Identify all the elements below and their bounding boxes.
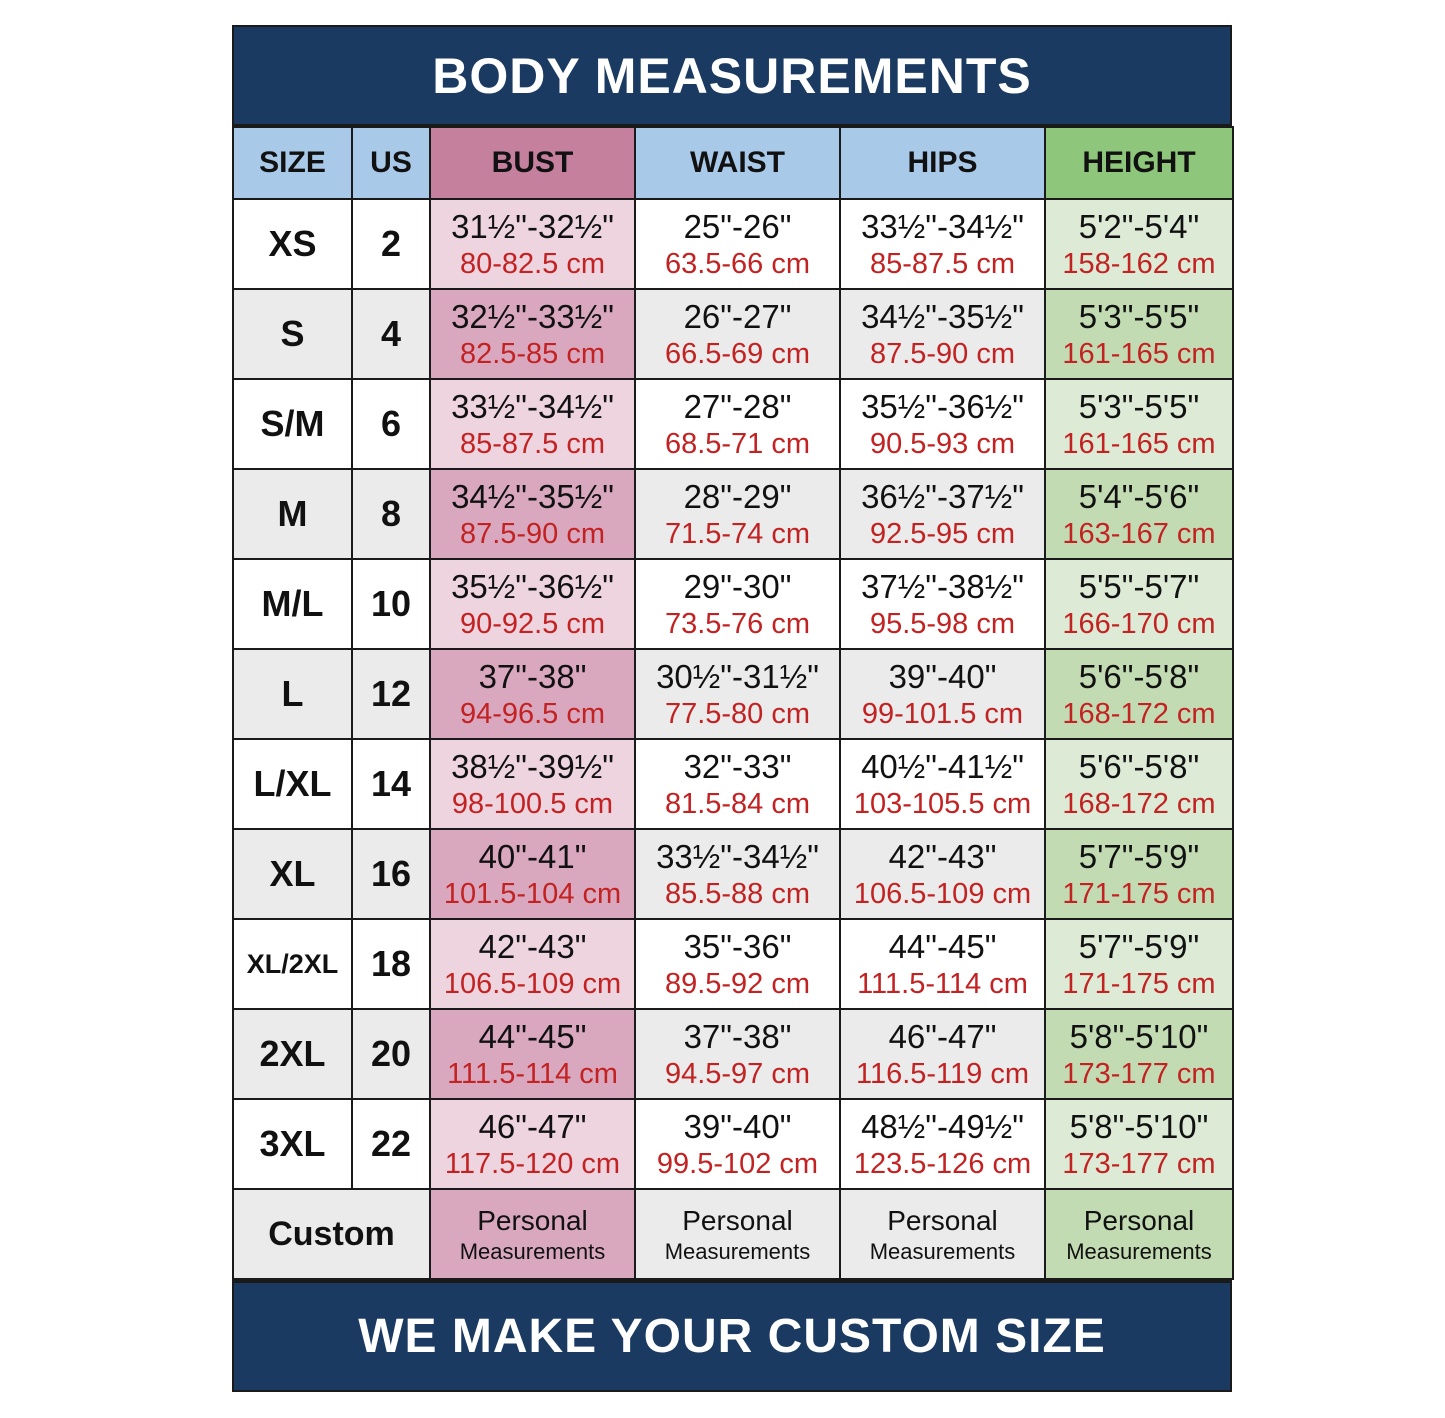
- inch-value: 25"-26": [683, 207, 792, 245]
- bust-cell: [430, 1099, 635, 1189]
- bust-cell: [430, 1009, 635, 1099]
- size-table: [232, 126, 1234, 1280]
- size-cell: S: [233, 289, 352, 379]
- cm-value: 111.5-114 cm: [857, 968, 1028, 1001]
- inch-value: 5'2"-5'4": [1078, 207, 1200, 245]
- height-cell: [1045, 919, 1233, 1009]
- cm-value: 71.5-74 cm: [664, 518, 811, 551]
- waist-cell: [635, 1009, 840, 1099]
- cm-value: 171-175 cm: [1062, 968, 1216, 1001]
- hips-cell: [840, 739, 1045, 829]
- cm-value: 95.5-98 cm: [869, 608, 1016, 641]
- cm-value: 85-87.5 cm: [869, 248, 1016, 281]
- cm-value: 106.5-109 cm: [853, 878, 1032, 911]
- height-cell: [1045, 829, 1233, 919]
- height-cell: [1045, 469, 1233, 559]
- inch-value: 34½"-35½": [451, 477, 614, 515]
- waist-cell: [635, 919, 840, 1009]
- cm-value: 106.5-109 cm: [443, 968, 622, 1001]
- size-cell: L/XL: [233, 739, 352, 829]
- cm-value: 161-165 cm: [1062, 338, 1216, 371]
- personal-measurements-cell: [1045, 1189, 1233, 1279]
- column-header-waist: WAIST: [635, 127, 840, 199]
- measurements-label: Measurements: [1066, 1239, 1212, 1264]
- cm-value: 90-92.5 cm: [459, 608, 606, 641]
- cm-value: 85.5-88 cm: [664, 878, 811, 911]
- inch-value: 46"-47": [888, 1017, 997, 1055]
- inch-value: 42"-43": [478, 927, 587, 965]
- table-row: [233, 1099, 1233, 1189]
- size-chart: [232, 25, 1232, 1390]
- hips-cell: [840, 199, 1045, 289]
- height-cell: [1045, 649, 1233, 739]
- inch-value: 32½"-33½": [451, 297, 614, 335]
- personal-measurements-cell: [840, 1189, 1045, 1279]
- us-cell: 2: [352, 199, 430, 289]
- inch-value: 26"-27": [683, 297, 792, 335]
- us-cell: 16: [352, 829, 430, 919]
- inch-value: 28"-29": [683, 477, 792, 515]
- cm-value: 103-105.5 cm: [853, 788, 1032, 821]
- hips-cell: [840, 469, 1045, 559]
- size-cell: L: [233, 649, 352, 739]
- cm-value: 117.5-120 cm: [444, 1148, 621, 1181]
- cm-value: 111.5-114 cm: [447, 1058, 618, 1091]
- inch-value: 27"-28": [683, 387, 792, 425]
- size-cell: XS: [233, 199, 352, 289]
- bust-cell: [430, 919, 635, 1009]
- cm-value: 89.5-92 cm: [664, 968, 811, 1001]
- inch-value: 5'3"-5'5": [1078, 297, 1200, 335]
- inch-value: 5'3"-5'5": [1078, 387, 1200, 425]
- us-cell: 6: [352, 379, 430, 469]
- table-row: [233, 559, 1233, 649]
- column-header-height: HEIGHT: [1045, 127, 1233, 199]
- height-cell: [1045, 289, 1233, 379]
- cm-value: 123.5-126 cm: [853, 1148, 1032, 1181]
- measurements-label: Measurements: [664, 1239, 811, 1264]
- inch-value: 34½"-35½": [861, 297, 1024, 335]
- inch-value: 46"-47": [478, 1107, 587, 1145]
- table-row: [233, 919, 1233, 1009]
- cm-value: 77.5-80 cm: [664, 698, 811, 731]
- inch-value: 44"-45": [478, 1017, 587, 1055]
- table-body: [233, 199, 1233, 1279]
- cm-value: 116.5-119 cm: [855, 1058, 1030, 1091]
- cm-value: 66.5-69 cm: [664, 338, 811, 371]
- inch-value: 33½"-34½": [451, 387, 614, 425]
- us-cell: 4: [352, 289, 430, 379]
- cm-value: 80-82.5 cm: [459, 248, 606, 281]
- hips-cell: [840, 649, 1045, 739]
- column-header-hips: HIPS: [840, 127, 1045, 199]
- table-row: [233, 829, 1233, 919]
- inch-value: 5'6"-5'8": [1078, 657, 1200, 695]
- personal-label: Personal: [477, 1204, 588, 1236]
- size-cell: XL: [233, 829, 352, 919]
- bust-cell: [430, 829, 635, 919]
- hips-cell: [840, 829, 1045, 919]
- measurements-label: Measurements: [869, 1239, 1016, 1264]
- cm-value: 173-177 cm: [1062, 1148, 1216, 1181]
- us-cell: 10: [352, 559, 430, 649]
- table-row: [233, 469, 1233, 559]
- inch-value: 39"-40": [888, 657, 997, 695]
- chart-title-bar: [232, 25, 1232, 126]
- inch-value: 5'7"-5'9": [1078, 927, 1200, 965]
- size-cell: M/L: [233, 559, 352, 649]
- inch-value: 35½"-36½": [451, 567, 614, 605]
- bust-cell: [430, 289, 635, 379]
- us-cell: 18: [352, 919, 430, 1009]
- bust-cell: [430, 199, 635, 289]
- waist-cell: [635, 1099, 840, 1189]
- cm-value: 82.5-85 cm: [459, 338, 606, 371]
- bust-cell: [430, 649, 635, 739]
- column-header-size: SIZE: [233, 127, 352, 199]
- cm-value: 171-175 cm: [1062, 878, 1216, 911]
- height-cell: [1045, 1099, 1233, 1189]
- table-row: [233, 289, 1233, 379]
- us-cell: 12: [352, 649, 430, 739]
- inch-value: 5'4"-5'6": [1078, 477, 1200, 515]
- inch-value: 5'8"-5'10": [1069, 1017, 1209, 1055]
- height-cell: [1045, 739, 1233, 829]
- waist-cell: [635, 739, 840, 829]
- table-row: [233, 739, 1233, 829]
- us-cell: 22: [352, 1099, 430, 1189]
- table-row: [233, 649, 1233, 739]
- waist-cell: [635, 379, 840, 469]
- waist-cell: [635, 289, 840, 379]
- cm-value: 94.5-97 cm: [664, 1058, 811, 1091]
- waist-cell: [635, 829, 840, 919]
- measurements-label: Measurements: [459, 1239, 606, 1264]
- table-row: [233, 199, 1233, 289]
- inch-value: 44"-45": [888, 927, 997, 965]
- waist-cell: [635, 559, 840, 649]
- inch-value: 38½"-39½": [451, 747, 614, 785]
- column-header-us: US: [352, 127, 430, 199]
- inch-value: 40½"-41½": [861, 747, 1024, 785]
- personal-label: Personal: [887, 1204, 998, 1236]
- inch-value: 5'5"-5'7": [1078, 567, 1200, 605]
- hips-cell: [840, 559, 1045, 649]
- cm-value: 99-101.5 cm: [861, 698, 1024, 731]
- hips-cell: [840, 379, 1045, 469]
- header-row: [233, 127, 1233, 199]
- size-cell: 2XL: [233, 1009, 352, 1099]
- height-cell: [1045, 1009, 1233, 1099]
- size-cell: M: [233, 469, 352, 559]
- height-cell: [1045, 379, 1233, 469]
- hips-cell: [840, 919, 1045, 1009]
- inch-value: 5'8"-5'10": [1069, 1107, 1209, 1145]
- cm-value: 163-167 cm: [1062, 518, 1216, 551]
- cm-value: 168-172 cm: [1062, 788, 1216, 821]
- inch-value: 32"-33": [683, 747, 792, 785]
- size-cell: 3XL: [233, 1099, 352, 1189]
- height-cell: [1045, 559, 1233, 649]
- size-cell: XL/2XL: [233, 919, 352, 1009]
- table-row: [233, 1009, 1233, 1099]
- inch-value: 37"-38": [478, 657, 587, 695]
- us-cell: 14: [352, 739, 430, 829]
- inch-value: 5'6"-5'8": [1078, 747, 1200, 785]
- cm-value: 101.5-104 cm: [443, 878, 622, 911]
- table-header: [233, 127, 1233, 199]
- bust-cell: [430, 469, 635, 559]
- size-cell: S/M: [233, 379, 352, 469]
- chart-title: BODY MEASUREMENTS: [432, 47, 1032, 104]
- cm-value: 98-100.5 cm: [451, 788, 614, 821]
- cm-value: 63.5-66 cm: [664, 248, 811, 281]
- cm-value: 168-172 cm: [1062, 698, 1216, 731]
- cm-value: 173-177 cm: [1062, 1058, 1216, 1091]
- inch-value: 39"-40": [683, 1107, 792, 1145]
- bust-cell: [430, 739, 635, 829]
- us-cell: 20: [352, 1009, 430, 1099]
- inch-value: 35"-36": [683, 927, 792, 965]
- inch-value: 5'7"-5'9": [1078, 837, 1200, 875]
- custom-row: [233, 1189, 1233, 1279]
- personal-label: Personal: [1083, 1204, 1195, 1236]
- footer-text: WE MAKE YOUR CUSTOM SIZE: [358, 1310, 1106, 1363]
- personal-measurements-cell: [430, 1189, 635, 1279]
- personal-label: Personal: [682, 1204, 793, 1236]
- cm-value: 87.5-90 cm: [869, 338, 1016, 371]
- inch-value: 48½"-49½": [861, 1107, 1024, 1145]
- inch-value: 33½"-34½": [861, 207, 1024, 245]
- cm-value: 85-87.5 cm: [459, 428, 606, 461]
- cm-value: 90.5-93 cm: [869, 428, 1016, 461]
- bust-cell: [430, 379, 635, 469]
- cm-value: 158-162 cm: [1062, 248, 1216, 281]
- cm-value: 99.5-102 cm: [656, 1148, 819, 1181]
- waist-cell: [635, 469, 840, 559]
- waist-cell: [635, 199, 840, 289]
- waist-cell: [635, 649, 840, 739]
- cm-value: 87.5-90 cm: [459, 518, 606, 551]
- hips-cell: [840, 1099, 1045, 1189]
- footer-banner: [232, 1280, 1232, 1392]
- inch-value: 33½"-34½": [656, 837, 819, 875]
- cm-value: 166-170 cm: [1062, 608, 1216, 641]
- us-cell: 8: [352, 469, 430, 559]
- inch-value: 36½"-37½": [861, 477, 1024, 515]
- column-header-bust: BUST: [430, 127, 635, 199]
- table-row: [233, 379, 1233, 469]
- cm-value: 81.5-84 cm: [664, 788, 811, 821]
- inch-value: 35½"-36½": [861, 387, 1024, 425]
- cm-value: 92.5-95 cm: [869, 518, 1016, 551]
- cm-value: 73.5-76 cm: [664, 608, 811, 641]
- inch-value: 40"-41": [478, 837, 587, 875]
- height-cell: [1045, 199, 1233, 289]
- cm-value: 161-165 cm: [1062, 428, 1216, 461]
- inch-value: 31½"-32½": [451, 207, 614, 245]
- hips-cell: [840, 1009, 1045, 1099]
- inch-value: 29"-30": [683, 567, 792, 605]
- bust-cell: [430, 559, 635, 649]
- inch-value: 37½"-38½": [861, 567, 1024, 605]
- personal-measurements-cell: [635, 1189, 840, 1279]
- cm-value: 94-96.5 cm: [459, 698, 606, 731]
- inch-value: 37"-38": [683, 1017, 792, 1055]
- inch-value: 42"-43": [888, 837, 997, 875]
- hips-cell: [840, 289, 1045, 379]
- cm-value: 68.5-71 cm: [664, 428, 811, 461]
- custom-label-cell: Custom: [233, 1189, 430, 1279]
- inch-value: 30½"-31½": [656, 657, 819, 695]
